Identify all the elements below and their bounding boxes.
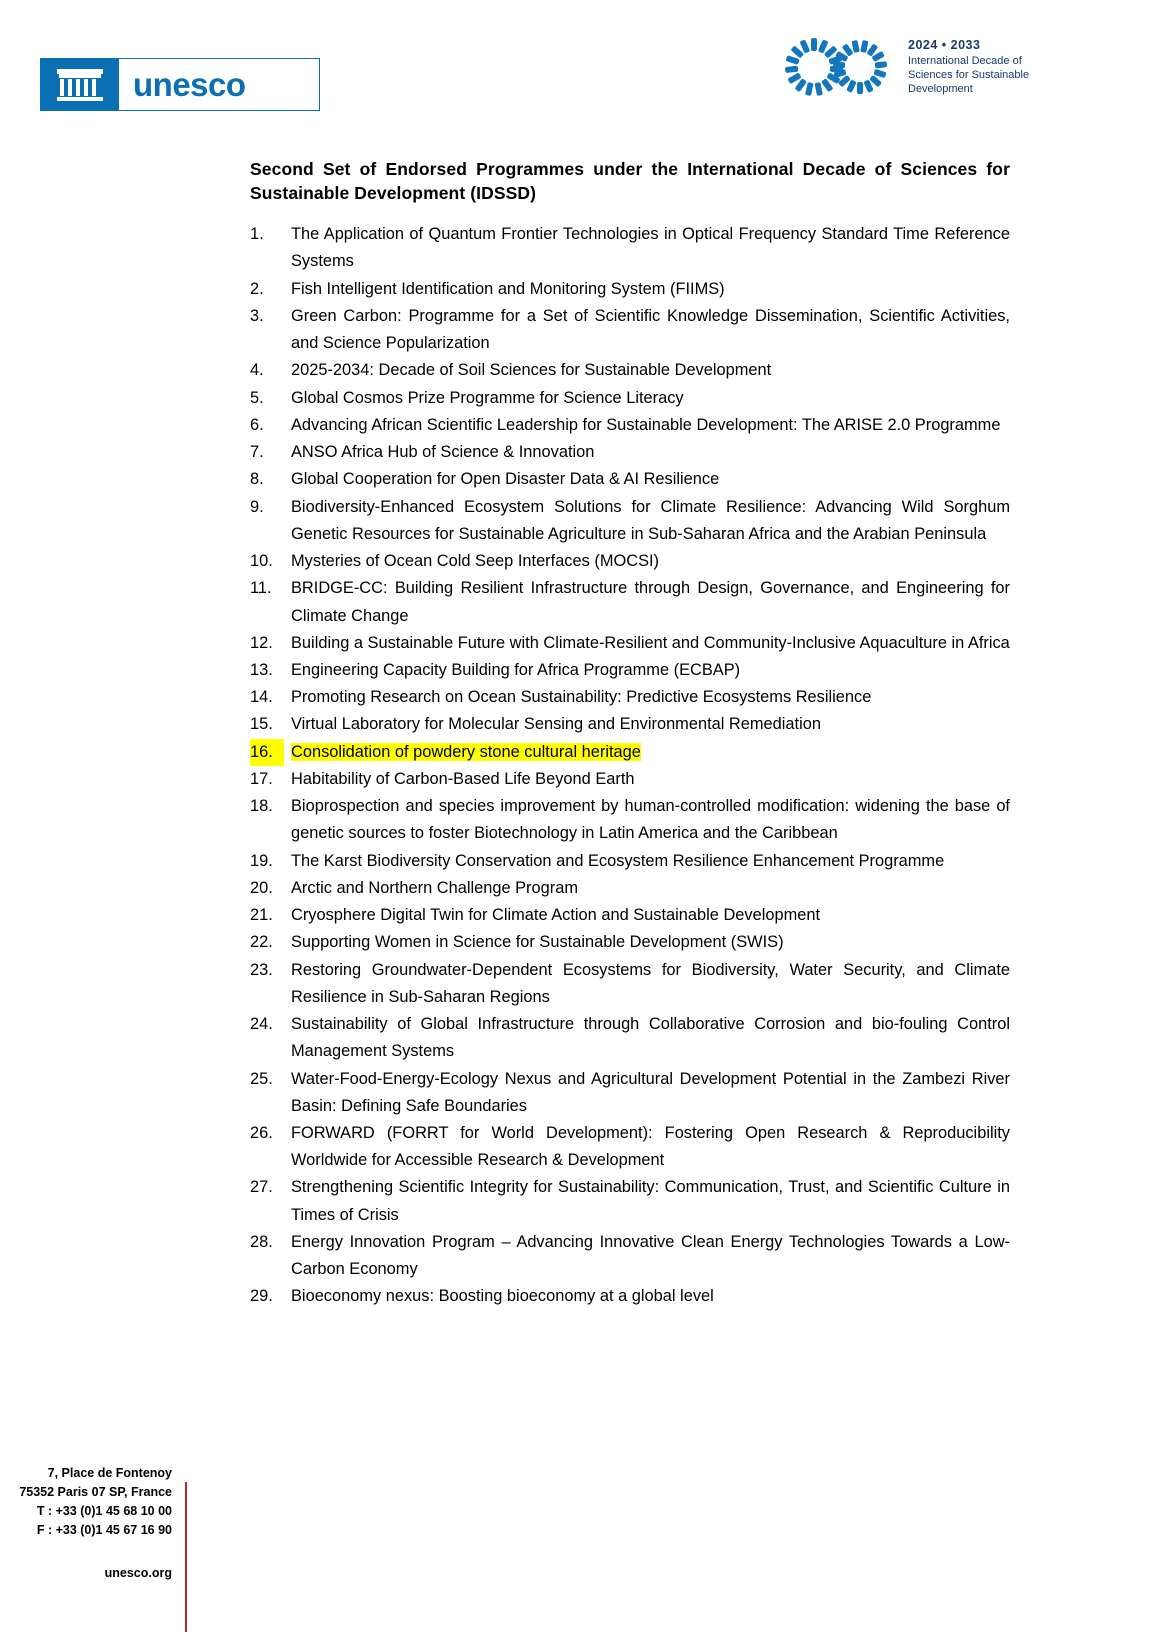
list-item-number: 20. [250, 878, 273, 897]
idssd-name: International Decade of Sciences for Sustainable Development [908, 55, 1030, 95]
list-item-number: 14. [250, 688, 273, 707]
list-item-text: Cryosphere Digital Twin for Climate Action and Sustainable Development [291, 906, 821, 925]
list-item-number: 12. [250, 633, 273, 652]
list-item [250, 657, 1010, 684]
footer-address-line: 75352 Paris 07 SP, France [19, 1485, 172, 1499]
list-item-text: The Karst Biodiversity Conservation and Ecosystem Resilience Enhancement Programme [291, 851, 945, 870]
list-item [250, 957, 1010, 1011]
list-item-text: Biodiversity-Enhanced Ecosystem Solutions for Climate Resilience: Advancing Wild Sorghum Genetic Resources for Sustainable Agriculture in Sub-Saharan Africa and the Arabian Peninsula [291, 497, 1010, 543]
list-item-number: 27. [250, 1178, 273, 1197]
list-item-number: 11. [250, 579, 272, 598]
list-item-number: 10. [250, 552, 273, 571]
list-item [250, 875, 1010, 902]
list-item-number: 28. [250, 1232, 273, 1251]
page-title: Second Set of Endorsed Programmes under the International Decade of Sciences for Sustainable Development (IDSSD) [250, 159, 1010, 203]
unesco-temple-icon [57, 69, 103, 101]
page-header [0, 0, 1150, 135]
list-item-text: Consolidation of powdery stone cultural heritage [291, 742, 641, 761]
list-item-number: 6. [250, 415, 264, 434]
list-item-text: Restoring Groundwater-Dependent Ecosystems for Biodiversity, Water Security, and Climate Resilience in Sub-Saharan Regions [291, 960, 1010, 1006]
list-item-number: 1. [250, 225, 264, 244]
list-item-text: ANSO Africa Hub of Science & Innovation [291, 443, 595, 462]
list-item-number: 21. [250, 906, 273, 925]
list-item-number: 19. [250, 851, 273, 870]
list-item [250, 1283, 1010, 1310]
list-item-text: Bioprospection and species improvement by human-controlled modification: widening the base of genetic sources to foster Biotechnology in Latin America and the Caribbean [291, 797, 1010, 843]
list-item-text: Fish Intelligent Identification and Monitoring System (FIIMS) [291, 279, 725, 298]
list-item-number: 15. [250, 715, 273, 734]
footer-address-line: T : +33 (0)1 45 68 10 00 [36, 1504, 172, 1518]
list-item-text: Advancing African Scientific Leadership for Sustainable Development: The ARISE 2.0 Programme [291, 415, 1001, 434]
page-footer [0, 1444, 1150, 1640]
list-item-number: 8. [250, 470, 264, 489]
unesco-logo [40, 58, 320, 111]
list-item-number: 26. [250, 1123, 273, 1142]
list-item-text: Habitability of Carbon-Based Life Beyond Earth [291, 769, 635, 788]
list-item [250, 766, 1010, 793]
list-item-text: Strengthening Scientific Integrity for Sustainability: Communication, Trust, and Scientific Culture in Times of Crisis [291, 1178, 1010, 1224]
list-item [250, 439, 1010, 466]
list-item [250, 711, 1010, 738]
list-item-text: FORWARD (FORRT for World Development): Fostering Open Research & Reproducibility Worldwide for Accessible Research & Development [291, 1123, 1010, 1170]
footer-address-line: F : +33 (0)1 45 67 16 90 [36, 1523, 172, 1537]
list-item-number: 5. [250, 388, 264, 407]
list-item [250, 793, 1010, 847]
list-item-text: Global Cosmos Prize Programme for Science Literacy [291, 388, 684, 407]
list-item-number: 4. [250, 361, 264, 380]
endorsed-programmes-list [250, 221, 1010, 1310]
list-item [250, 1229, 1010, 1283]
list-item-number: 2. [250, 279, 264, 298]
list-item [250, 1120, 1010, 1174]
list-item [250, 630, 1010, 657]
list-item-text: The Application of Quantum Frontier Technologies in Optical Frequency Standard Time Reference Systems [291, 225, 1010, 271]
list-item-text: Building a Sustainable Future with Climate-Resilient and Community-Inclusive Aquaculture in Africa [291, 633, 1010, 652]
list-item [250, 494, 1010, 548]
list-item-number: 13. [250, 661, 273, 679]
list-item-number: 18. [250, 797, 273, 816]
list-item [250, 276, 1010, 303]
list-item [250, 739, 1010, 766]
list-item-number: 17. [250, 769, 273, 788]
list-item [250, 385, 1010, 412]
idssd-logo-text [908, 38, 1050, 97]
footer-website: unesco.org [104, 1566, 172, 1580]
list-item [250, 221, 1010, 275]
document-body [250, 158, 1010, 1311]
footer-address [0, 1464, 172, 1540]
list-item [250, 303, 1010, 357]
list-item [250, 684, 1010, 711]
list-item-text: Green Carbon: Programme for a Set of Scientific Knowledge Dissemination, Scientific Activities, and Science Popularization [291, 306, 1010, 353]
list-item-text: Global Cooperation for Open Disaster Data & AI Resilience [291, 470, 720, 489]
list-item-text: Promoting Research on Ocean Sustainability: Predictive Ecosystems Resilience [291, 688, 872, 707]
list-item-number: 9. [250, 497, 264, 516]
list-item-number: 22. [250, 933, 273, 952]
idssd-decade-logo [780, 28, 1050, 106]
list-item [250, 1011, 1010, 1065]
footer-address-line: 7, Place de Fontenoy [47, 1466, 172, 1480]
list-item [250, 357, 1010, 384]
list-item [250, 466, 1010, 493]
list-item [250, 1174, 1010, 1228]
unesco-wordmark: unesco [133, 65, 246, 103]
list-item-number: 29. [250, 1287, 273, 1306]
list-item-text: Arctic and Northern Challenge Program [291, 878, 578, 897]
list-item-text: 2025-2034: Decade of Soil Sciences for Sustainable Development [291, 361, 772, 380]
list-item-text: Energy Innovation Program – Advancing Innovative Clean Energy Technologies Towards a Low-Carbon Economy [291, 1232, 1010, 1279]
idssd-sunburst-icon [780, 31, 900, 103]
list-item-number: 16. [250, 739, 284, 766]
list-item-text: Engineering Capacity Building for Africa Programme (ECBAP) [291, 661, 741, 679]
list-item-text: Bioeconomy nexus: Boosting bioeconomy at a global level [291, 1287, 714, 1306]
list-item [250, 929, 1010, 956]
footer-rule [185, 1482, 187, 1632]
list-item-text: Supporting Women in Science for Sustainable Development (SWIS) [291, 933, 784, 952]
list-item [250, 412, 1010, 439]
unesco-logo-mark [41, 59, 119, 110]
list-item-number: 23. [250, 960, 273, 979]
list-item-number: 24. [250, 1015, 273, 1034]
list-item-number: 3. [250, 306, 264, 325]
list-item-text: Water-Food-Energy-Ecology Nexus and Agricultural Development Potential in the Zambezi River Basin: Defining Safe Boundaries [291, 1069, 1010, 1115]
list-item [250, 848, 1010, 875]
list-item [250, 1066, 1010, 1120]
list-item [250, 548, 1010, 575]
list-item-number: 25. [250, 1069, 273, 1088]
list-item [250, 902, 1010, 929]
list-item-number: 7. [250, 443, 264, 462]
list-item-text: BRIDGE-CC: Building Resilient Infrastructure through Design, Governance, and Engineering for Climate Change [291, 579, 1010, 625]
list-item-text: Sustainability of Global Infrastructure through Collaborative Corrosion and bio-fouling Control Management Systems [291, 1015, 1010, 1061]
list-item-text: Mysteries of Ocean Cold Seep Interfaces (MOCSI) [291, 552, 660, 571]
idssd-years: 2024 • 2033 [908, 37, 981, 52]
list-item-text: Virtual Laboratory for Molecular Sensing and Environmental Remediation [291, 715, 821, 734]
list-item [250, 575, 1010, 629]
